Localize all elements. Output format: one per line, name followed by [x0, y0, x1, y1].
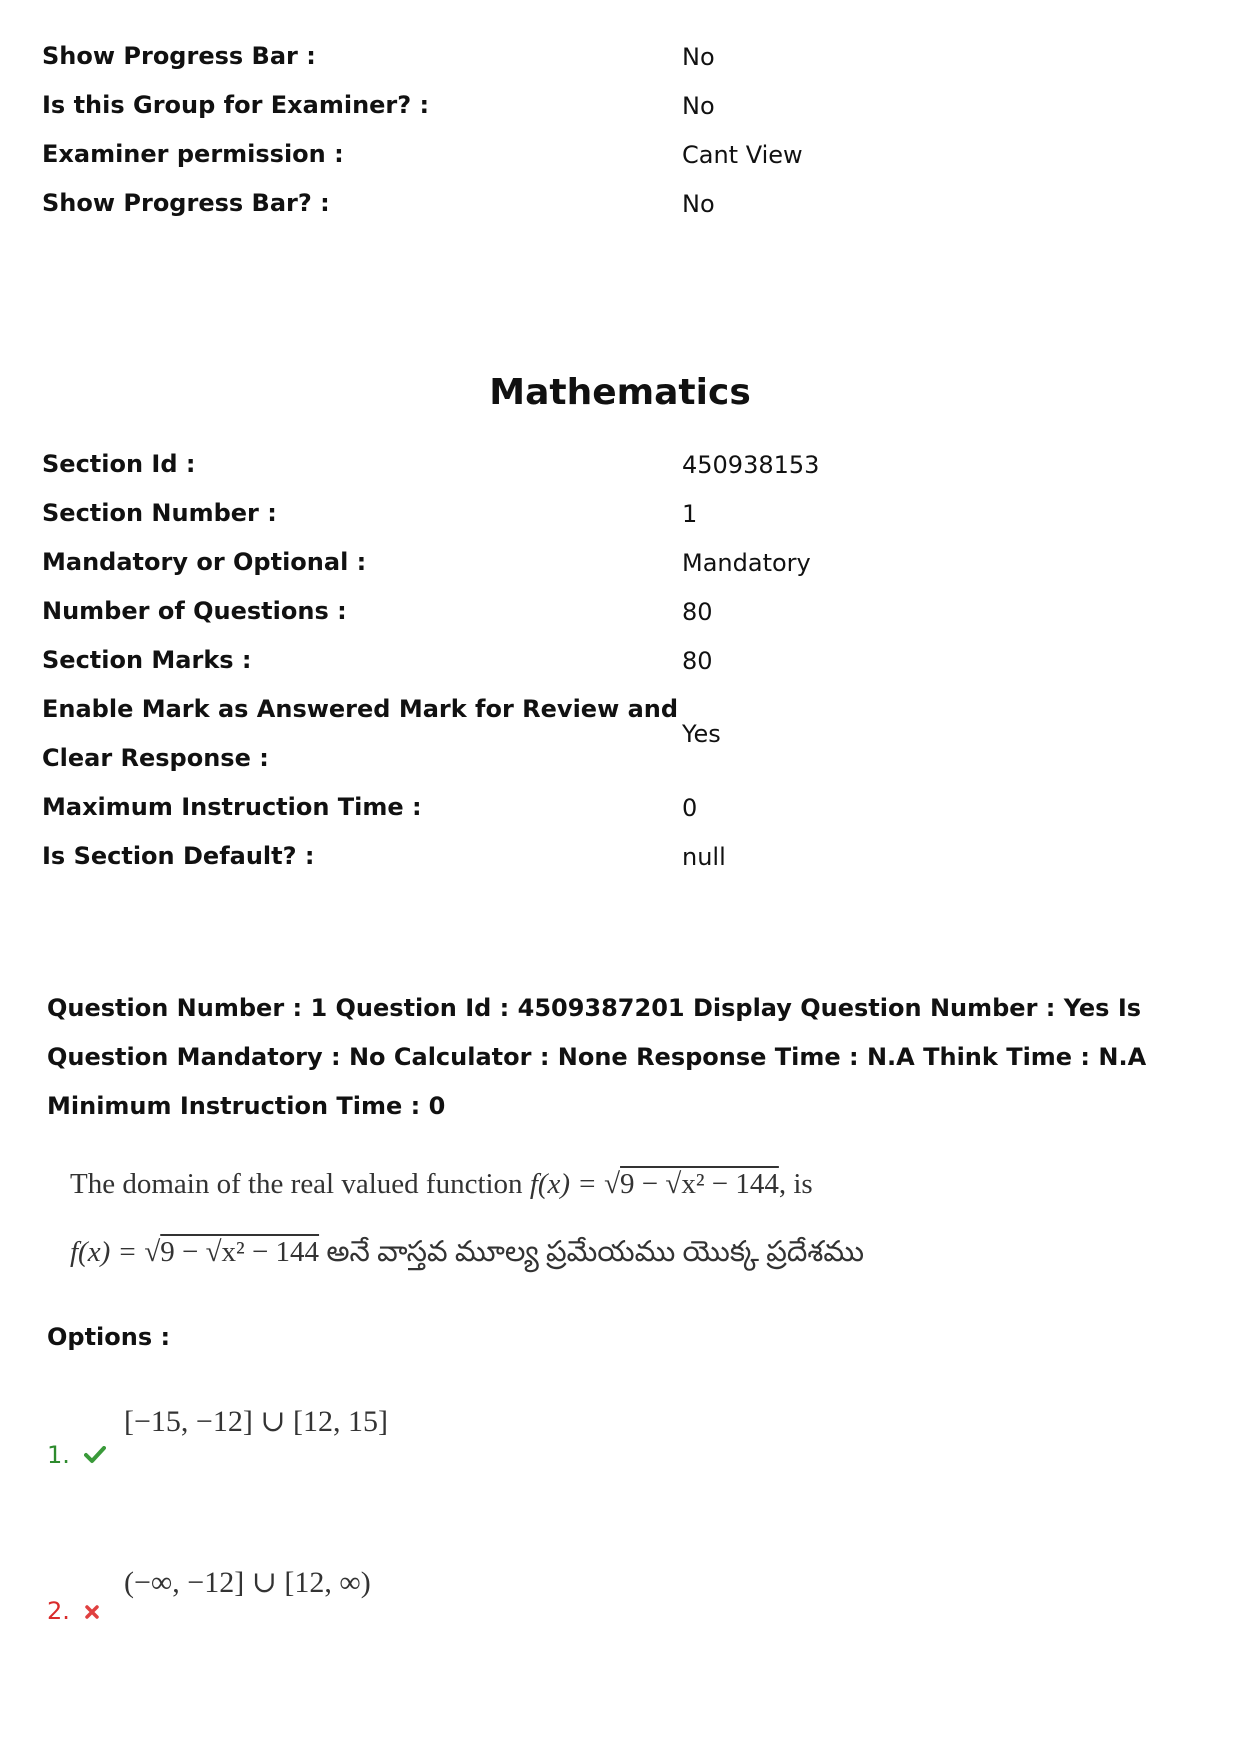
section-row: [42, 783, 1202, 832]
function-lhs: f(x) =: [70, 1236, 145, 1268]
section-row: [42, 440, 1202, 489]
question-text-telugu: [70, 1236, 864, 1276]
function-radicand: 9 − √x² − 144: [620, 1168, 779, 1200]
section-row: [42, 832, 1202, 881]
info-row: [42, 81, 1202, 130]
info-value: No: [682, 42, 715, 71]
info-row: [42, 179, 1202, 228]
group-info-table: [42, 32, 1202, 228]
radical-sign: √: [144, 1236, 161, 1268]
section-row: [42, 587, 1202, 636]
question-suffix: , is: [778, 1168, 813, 1200]
section-value: null: [682, 842, 726, 871]
function-lhs: f(x) =: [529, 1168, 605, 1200]
section-value: 80: [682, 597, 713, 626]
section-label: Is Section Default? :: [42, 842, 315, 870]
option-number: 2.: [47, 1597, 70, 1625]
info-value: No: [682, 91, 715, 120]
section-info-table: [42, 440, 1202, 881]
question-suffix-telugu: అనే వాస్తవ మూల్య ప్రమేయము యొక్క ప్రదేశము: [319, 1236, 865, 1268]
options-label: Options :: [47, 1323, 171, 1351]
checkmark-icon-svg: [84, 1446, 106, 1464]
function-radicand: 9 − √x² − 144: [160, 1236, 320, 1268]
section-row: [42, 538, 1202, 587]
section-label: Enable Mark as Answered Mark for Review and Clear Response :: [42, 695, 679, 772]
info-row: [42, 130, 1202, 179]
info-label: Show Progress Bar :: [42, 42, 316, 70]
cross-icon: [84, 1598, 100, 1626]
info-value: No: [682, 189, 715, 218]
section-value: 80: [682, 646, 713, 675]
section-title: Mathematics: [489, 372, 751, 413]
option-2-number: [47, 1597, 100, 1626]
section-label: Section Marks :: [42, 646, 252, 674]
section-value: 0: [682, 793, 698, 822]
section-label: Maximum Instruction Time :: [42, 793, 422, 821]
section-row: [42, 636, 1202, 685]
section-label: Number of Questions :: [42, 597, 347, 625]
section-value: Yes: [682, 720, 721, 748]
info-value: Cant View: [682, 140, 803, 169]
question-meta: Question Number : 1 Question Id : 4509387201 Display Question Number : Yes Is Question Mandatory : No Calculator : None Response Time : N.A Think Time : N.A Minimum Instruction Time : 0: [47, 994, 1147, 1120]
section-label: Section Number :: [42, 499, 277, 527]
question-prefix: The domain of the real valued function: [70, 1168, 530, 1200]
info-label: Examiner permission :: [42, 140, 344, 168]
checkmark-icon: [84, 1442, 106, 1470]
option-1-number: [47, 1441, 106, 1470]
section-value: 1: [682, 499, 698, 528]
info-label: Is this Group for Examiner? :: [42, 91, 430, 119]
info-label: Show Progress Bar? :: [42, 189, 330, 217]
section-row: [42, 685, 1202, 783]
radical-sign: √: [604, 1168, 621, 1200]
option-1-math: [−15, −12] ∪ [12, 15]: [124, 1405, 388, 1438]
section-value: Mandatory: [682, 548, 811, 577]
option-number: 1.: [47, 1441, 70, 1469]
section-value: 450938153: [682, 450, 820, 479]
section-label: Mandatory or Optional :: [42, 548, 367, 576]
info-row: [42, 32, 1202, 81]
question-text-english: [70, 1168, 813, 1201]
cross-icon-svg: [84, 1604, 100, 1620]
option-2-math: (−∞, −12] ∪ [12, ∞): [124, 1566, 371, 1599]
section-label: Section Id :: [42, 450, 196, 478]
section-row: [42, 489, 1202, 538]
